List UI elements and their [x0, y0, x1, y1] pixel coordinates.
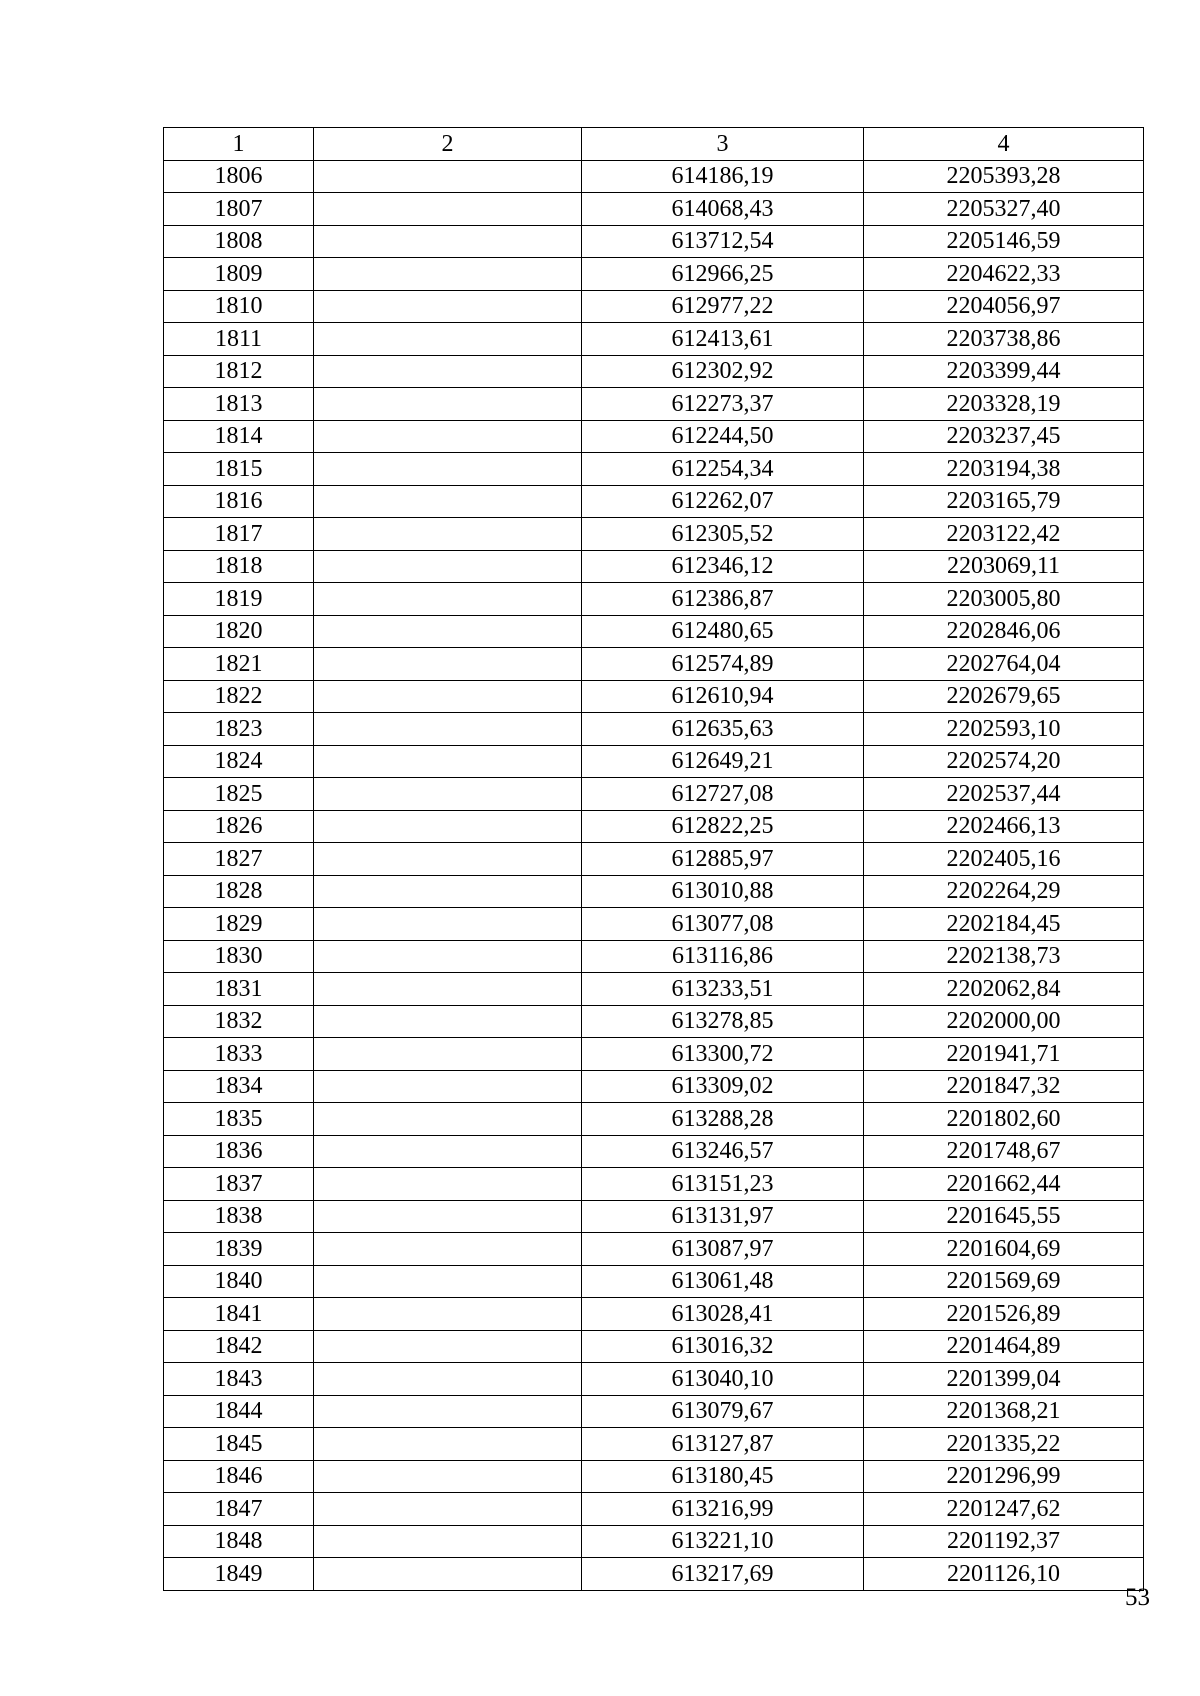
coordinate-x-cell: 613233,51 [582, 973, 864, 1006]
header-cell-1: 1 [164, 128, 314, 161]
point-number-cell: 1849 [164, 1558, 314, 1591]
point-number-cell: 1841 [164, 1298, 314, 1331]
coordinate-x-cell: 613116,86 [582, 940, 864, 973]
coordinate-x-cell: 613151,23 [582, 1168, 864, 1201]
empty-cell [314, 290, 582, 323]
empty-cell [314, 615, 582, 648]
coordinate-x-cell: 612885,97 [582, 843, 864, 876]
point-number-cell: 1806 [164, 160, 314, 193]
coordinate-y-cell: 2203399,44 [864, 355, 1144, 388]
coordinate-y-cell: 2201941,71 [864, 1038, 1144, 1071]
coordinate-y-cell: 2202000,00 [864, 1005, 1144, 1038]
table-row [164, 290, 1144, 323]
table-row [164, 713, 1144, 746]
header-cell-4: 4 [864, 128, 1144, 161]
point-number-cell: 1808 [164, 225, 314, 258]
point-number-cell: 1814 [164, 420, 314, 453]
table-row [164, 388, 1144, 421]
coordinate-x-cell: 613712,54 [582, 225, 864, 258]
coordinate-y-cell: 2201247,62 [864, 1493, 1144, 1526]
empty-cell [314, 1525, 582, 1558]
empty-cell [314, 680, 582, 713]
coordinate-y-cell: 2201645,55 [864, 1200, 1144, 1233]
coordinate-y-cell: 2202574,20 [864, 745, 1144, 778]
empty-cell [314, 485, 582, 518]
empty-cell [314, 323, 582, 356]
coordinate-y-cell: 2201368,21 [864, 1395, 1144, 1428]
point-number-cell: 1820 [164, 615, 314, 648]
table-row [164, 193, 1144, 226]
coordinate-x-cell: 613131,97 [582, 1200, 864, 1233]
table-row [164, 778, 1144, 811]
point-number-cell: 1826 [164, 810, 314, 843]
coordinate-y-cell: 2201748,67 [864, 1135, 1144, 1168]
coordinates-table [163, 127, 1144, 1591]
table-row [164, 1265, 1144, 1298]
coordinate-y-cell: 2201192,37 [864, 1525, 1144, 1558]
table-row [164, 323, 1144, 356]
point-number-cell: 1813 [164, 388, 314, 421]
coordinate-x-cell: 612273,37 [582, 388, 864, 421]
point-number-cell: 1815 [164, 453, 314, 486]
coordinate-y-cell: 2202405,16 [864, 843, 1144, 876]
point-number-cell: 1836 [164, 1135, 314, 1168]
point-number-cell: 1807 [164, 193, 314, 226]
coordinate-x-cell: 612305,52 [582, 518, 864, 551]
coordinate-x-cell: 613028,41 [582, 1298, 864, 1331]
empty-cell [314, 583, 582, 616]
coordinate-x-cell: 612966,25 [582, 258, 864, 291]
point-number-cell: 1844 [164, 1395, 314, 1428]
coordinate-x-cell: 613010,88 [582, 875, 864, 908]
coordinate-y-cell: 2201296,99 [864, 1460, 1144, 1493]
point-number-cell: 1839 [164, 1233, 314, 1266]
coordinate-x-cell: 612413,61 [582, 323, 864, 356]
coordinate-y-cell: 2202593,10 [864, 713, 1144, 746]
header-cell-2: 2 [314, 128, 582, 161]
table-row [164, 875, 1144, 908]
table-row [164, 680, 1144, 713]
coordinate-y-cell: 2201569,69 [864, 1265, 1144, 1298]
table-row [164, 745, 1144, 778]
table-row [164, 550, 1144, 583]
coordinate-y-cell: 2204622,33 [864, 258, 1144, 291]
empty-cell [314, 778, 582, 811]
table-row [164, 1135, 1144, 1168]
header-cell-3: 3 [582, 128, 864, 161]
empty-cell [314, 908, 582, 941]
coordinate-y-cell: 2203165,79 [864, 485, 1144, 518]
point-number-cell: 1847 [164, 1493, 314, 1526]
point-number-cell: 1835 [164, 1103, 314, 1136]
empty-cell [314, 1038, 582, 1071]
coordinate-x-cell: 612727,08 [582, 778, 864, 811]
coordinate-x-cell: 613079,67 [582, 1395, 864, 1428]
coordinate-y-cell: 2202264,29 [864, 875, 1144, 908]
table-row [164, 485, 1144, 518]
empty-cell [314, 225, 582, 258]
coordinate-y-cell: 2201802,60 [864, 1103, 1144, 1136]
table-row [164, 355, 1144, 388]
coordinate-x-cell: 612574,89 [582, 648, 864, 681]
coordinate-x-cell: 612480,65 [582, 615, 864, 648]
coordinate-x-cell: 613300,72 [582, 1038, 864, 1071]
table-row [164, 843, 1144, 876]
coordinate-x-cell: 612649,21 [582, 745, 864, 778]
point-number-cell: 1809 [164, 258, 314, 291]
coordinate-x-cell: 613221,10 [582, 1525, 864, 1558]
coordinate-y-cell: 2205327,40 [864, 193, 1144, 226]
empty-cell [314, 713, 582, 746]
empty-cell [314, 1330, 582, 1363]
point-number-cell: 1834 [164, 1070, 314, 1103]
coordinate-y-cell: 2204056,97 [864, 290, 1144, 323]
point-number-cell: 1819 [164, 583, 314, 616]
empty-cell [314, 1493, 582, 1526]
empty-cell [314, 1200, 582, 1233]
coordinate-y-cell: 2201662,44 [864, 1168, 1144, 1201]
point-number-cell: 1822 [164, 680, 314, 713]
coordinate-x-cell: 613246,57 [582, 1135, 864, 1168]
point-number-cell: 1811 [164, 323, 314, 356]
coordinate-x-cell: 613016,32 [582, 1330, 864, 1363]
coordinate-y-cell: 2203237,45 [864, 420, 1144, 453]
page-number: 53 [1125, 1584, 1150, 1611]
coordinate-y-cell: 2203005,80 [864, 583, 1144, 616]
point-number-cell: 1825 [164, 778, 314, 811]
header-row [164, 128, 1144, 161]
point-number-cell: 1843 [164, 1363, 314, 1396]
point-number-cell: 1833 [164, 1038, 314, 1071]
coordinate-y-cell: 2203122,42 [864, 518, 1144, 551]
point-number-cell: 1830 [164, 940, 314, 973]
empty-cell [314, 453, 582, 486]
table-row [164, 973, 1144, 1006]
table-row [164, 648, 1144, 681]
point-number-cell: 1812 [164, 355, 314, 388]
coordinate-y-cell: 2205393,28 [864, 160, 1144, 193]
coordinate-x-cell: 613216,99 [582, 1493, 864, 1526]
point-number-cell: 1829 [164, 908, 314, 941]
table-row [164, 1168, 1144, 1201]
table-row [164, 225, 1144, 258]
empty-cell [314, 420, 582, 453]
coordinate-y-cell: 2202138,73 [864, 940, 1144, 973]
empty-cell [314, 875, 582, 908]
table-row [164, 615, 1144, 648]
table-row [164, 1233, 1144, 1266]
coordinate-y-cell: 2201126,10 [864, 1558, 1144, 1591]
coordinate-x-cell: 612610,94 [582, 680, 864, 713]
point-number-cell: 1816 [164, 485, 314, 518]
empty-cell [314, 258, 582, 291]
coordinate-y-cell: 2202537,44 [864, 778, 1144, 811]
coordinate-x-cell: 612262,07 [582, 485, 864, 518]
point-number-cell: 1838 [164, 1200, 314, 1233]
coordinate-x-cell: 613040,10 [582, 1363, 864, 1396]
empty-cell [314, 518, 582, 551]
table-row [164, 1493, 1144, 1526]
coordinate-x-cell: 612346,12 [582, 550, 864, 583]
table-row [164, 1200, 1144, 1233]
coordinate-y-cell: 2201847,32 [864, 1070, 1144, 1103]
coordinate-y-cell: 2203738,86 [864, 323, 1144, 356]
coordinate-y-cell: 2201335,22 [864, 1428, 1144, 1461]
empty-cell [314, 1103, 582, 1136]
empty-cell [314, 355, 582, 388]
table-row [164, 1070, 1144, 1103]
point-number-cell: 1842 [164, 1330, 314, 1363]
point-number-cell: 1828 [164, 875, 314, 908]
coordinate-x-cell: 613077,08 [582, 908, 864, 941]
point-number-cell: 1840 [164, 1265, 314, 1298]
empty-cell [314, 940, 582, 973]
table-row [164, 1298, 1144, 1331]
coordinate-x-cell: 612302,92 [582, 355, 864, 388]
coordinate-y-cell: 2202846,06 [864, 615, 1144, 648]
empty-cell [314, 810, 582, 843]
table-row [164, 420, 1144, 453]
point-number-cell: 1810 [164, 290, 314, 323]
empty-cell [314, 745, 582, 778]
point-number-cell: 1818 [164, 550, 314, 583]
point-number-cell: 1845 [164, 1428, 314, 1461]
table-row [164, 1330, 1144, 1363]
coordinate-y-cell: 2201526,89 [864, 1298, 1144, 1331]
point-number-cell: 1832 [164, 1005, 314, 1038]
coordinate-x-cell: 612386,87 [582, 583, 864, 616]
coordinate-y-cell: 2203194,38 [864, 453, 1144, 486]
empty-cell [314, 1428, 582, 1461]
point-number-cell: 1817 [164, 518, 314, 551]
table-row [164, 1038, 1144, 1071]
table-row [164, 1460, 1144, 1493]
empty-cell [314, 1070, 582, 1103]
point-number-cell: 1827 [164, 843, 314, 876]
empty-cell [314, 1135, 582, 1168]
empty-cell [314, 1460, 582, 1493]
point-number-cell: 1821 [164, 648, 314, 681]
empty-cell [314, 160, 582, 193]
coordinate-y-cell: 2203069,11 [864, 550, 1144, 583]
coordinate-x-cell: 614186,19 [582, 160, 864, 193]
empty-cell [314, 388, 582, 421]
coordinate-y-cell: 2202184,45 [864, 908, 1144, 941]
coordinate-y-cell: 2203328,19 [864, 388, 1144, 421]
empty-cell [314, 550, 582, 583]
table-row [164, 453, 1144, 486]
empty-cell [314, 648, 582, 681]
coordinate-x-cell: 613127,87 [582, 1428, 864, 1461]
table-row [164, 1525, 1144, 1558]
table-row [164, 1103, 1144, 1136]
point-number-cell: 1846 [164, 1460, 314, 1493]
point-number-cell: 1848 [164, 1525, 314, 1558]
coordinate-y-cell: 2205146,59 [864, 225, 1144, 258]
coordinate-y-cell: 2202764,04 [864, 648, 1144, 681]
empty-cell [314, 1265, 582, 1298]
table-row [164, 518, 1144, 551]
table-row [164, 160, 1144, 193]
empty-cell [314, 1298, 582, 1331]
table-row [164, 810, 1144, 843]
coordinate-x-cell: 614068,43 [582, 193, 864, 226]
point-number-cell: 1823 [164, 713, 314, 746]
coordinate-y-cell: 2201604,69 [864, 1233, 1144, 1266]
empty-cell [314, 1005, 582, 1038]
table-row [164, 258, 1144, 291]
empty-cell [314, 193, 582, 226]
coordinate-x-cell: 612254,34 [582, 453, 864, 486]
coordinate-y-cell: 2202679,65 [864, 680, 1144, 713]
empty-cell [314, 1558, 582, 1591]
coordinate-x-cell: 613309,02 [582, 1070, 864, 1103]
table-row [164, 1558, 1144, 1591]
coordinate-x-cell: 613180,45 [582, 1460, 864, 1493]
empty-cell [314, 1168, 582, 1201]
coordinate-x-cell: 613061,48 [582, 1265, 864, 1298]
table-row [164, 908, 1144, 941]
empty-cell [314, 1363, 582, 1396]
table-row [164, 940, 1144, 973]
empty-cell [314, 1233, 582, 1266]
empty-cell [314, 973, 582, 1006]
coordinate-x-cell: 612822,25 [582, 810, 864, 843]
coordinate-y-cell: 2201464,89 [864, 1330, 1144, 1363]
coordinate-x-cell: 612977,22 [582, 290, 864, 323]
coordinate-x-cell: 612244,50 [582, 420, 864, 453]
point-number-cell: 1831 [164, 973, 314, 1006]
coordinate-y-cell: 2202466,13 [864, 810, 1144, 843]
coordinate-x-cell: 613288,28 [582, 1103, 864, 1136]
table-row [164, 1363, 1144, 1396]
point-number-cell: 1824 [164, 745, 314, 778]
coordinate-y-cell: 2201399,04 [864, 1363, 1144, 1396]
table-row [164, 1395, 1144, 1428]
coordinate-y-cell: 2202062,84 [864, 973, 1144, 1006]
table-body [164, 160, 1144, 1590]
table-row [164, 1005, 1144, 1038]
coordinate-x-cell: 612635,63 [582, 713, 864, 746]
table-row [164, 1428, 1144, 1461]
coordinate-x-cell: 613087,97 [582, 1233, 864, 1266]
coordinate-x-cell: 613278,85 [582, 1005, 864, 1038]
empty-cell [314, 843, 582, 876]
coordinate-x-cell: 613217,69 [582, 1558, 864, 1591]
empty-cell [314, 1395, 582, 1428]
table-header [164, 128, 1144, 161]
table-row [164, 583, 1144, 616]
point-number-cell: 1837 [164, 1168, 314, 1201]
